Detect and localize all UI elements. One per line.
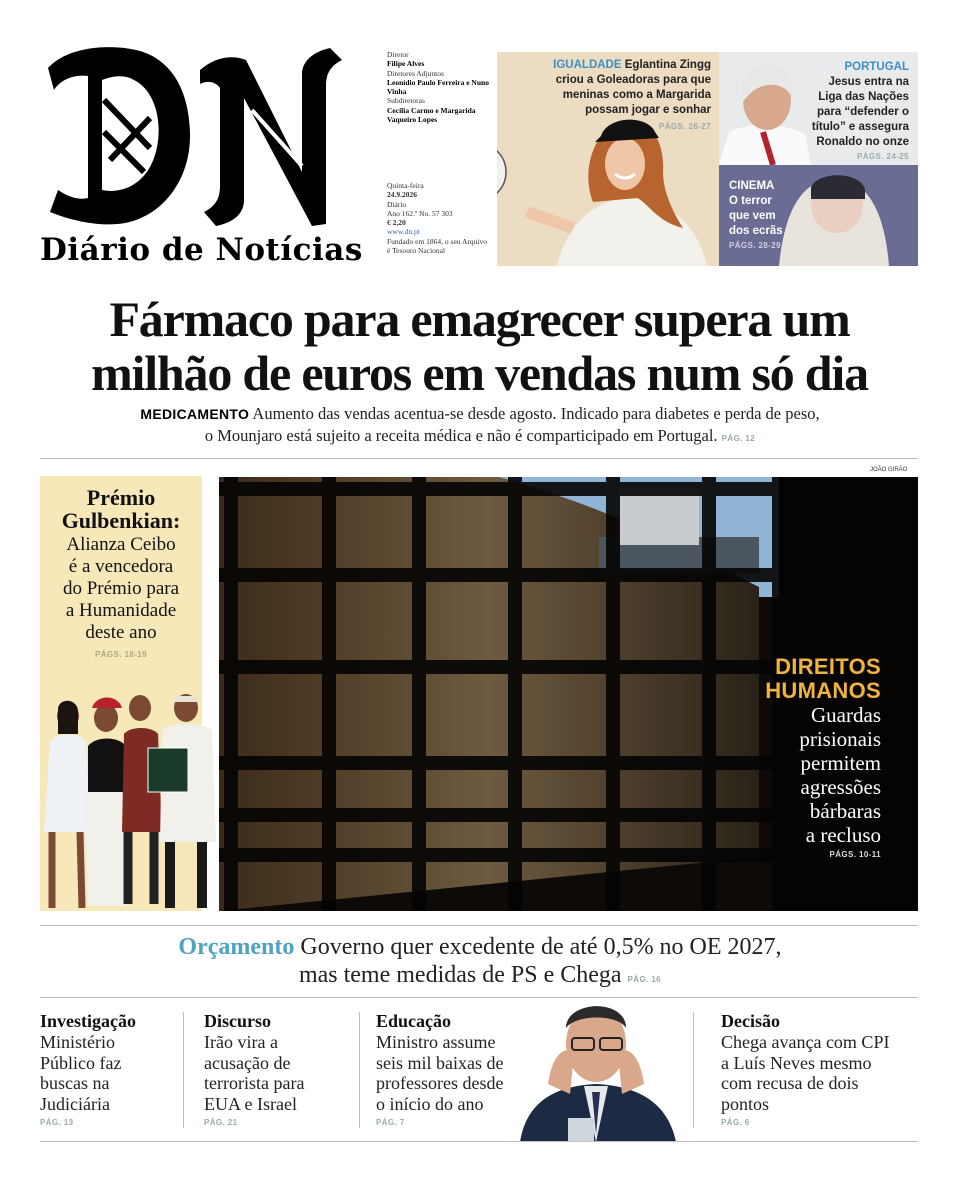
divider: [40, 925, 918, 926]
teaser-cinema[interactable]: [719, 165, 918, 266]
feature-line: prisionais: [799, 727, 881, 751]
teaser-body: Jesus entra na Liga das Nações para “defender o título” e assegura Ronaldo no onze: [811, 76, 909, 148]
column-rule: [359, 1012, 360, 1128]
issue-frequency: Diário: [387, 199, 407, 209]
brief-pages: PÁG. 7: [376, 1118, 405, 1127]
brief-line: Judiciária: [40, 1093, 110, 1114]
brief-line: Ministério: [40, 1032, 115, 1052]
lead-headline-line-1: Fármaco para emagrecer supera um: [109, 291, 850, 347]
teaser-cinema-text: [729, 179, 809, 250]
lead-headline[interactable]: [20, 292, 939, 400]
gulbenkian-line: Alianza Ceibo: [66, 534, 176, 555]
brief-line: buscas na: [40, 1073, 110, 1093]
masthead-name: Diário de Notícias: [40, 232, 363, 268]
brief-kicker: Investigação: [40, 1011, 136, 1031]
gulbenkian-title-1: Prémio: [86, 485, 156, 510]
lead-text-2: o Mounjaro está sujeito a receita médica e não é comparticipado em Portugal.: [204, 426, 718, 445]
feature-pages: PÁGS. 10-11: [829, 850, 881, 859]
feature-line: agressões: [800, 775, 881, 799]
gulbenkian-line: é a vencedora: [68, 556, 174, 577]
minister-photo: [512, 994, 682, 1142]
brief-line: acusação de: [204, 1052, 291, 1073]
issue-number: Ano 162.º No. 57 303: [387, 208, 453, 218]
staff-role: Diretor: [387, 50, 409, 59]
issue-weekday: Quinta-feira: [387, 181, 424, 190]
feature-kicker-1: DIREITOS: [775, 654, 881, 679]
brief-kicker: Discurso: [204, 1011, 271, 1031]
football-icon: [497, 140, 509, 204]
brief-line: a Luís Neves mesmo: [721, 1052, 872, 1073]
gulbenkian-line: a Humanidade: [65, 600, 177, 621]
staff-role: Subdiretoras: [387, 96, 425, 106]
dn-logo: [40, 40, 350, 230]
brief-kicker: Educação: [376, 1011, 452, 1031]
teaser-pages: PÁGS. 26-27: [659, 122, 711, 131]
lead-kicker: MEDICAMENTO: [140, 406, 250, 422]
lead-pages: PÁG. 12: [721, 434, 756, 443]
feature-text: [759, 655, 881, 859]
brief-line: Irão vira a: [204, 1032, 278, 1052]
teaser-kicker: IGUALDADE: [553, 59, 622, 71]
orcamento-text-2: mas teme medidas de PS e Chega: [298, 962, 622, 988]
staff-box: [387, 50, 492, 124]
gulbenkian-line: do Prémio para: [62, 578, 180, 599]
feature-box[interactable]: [219, 477, 918, 911]
feature-line: Guardas: [811, 703, 881, 727]
teaser-igualdade-text: [527, 58, 711, 131]
brief-educacao[interactable]: [376, 1011, 526, 1127]
column-rule: [183, 1012, 184, 1128]
brief-line: EUA e Israel: [204, 1093, 297, 1114]
feature-line: a recluso: [805, 823, 881, 847]
gulbenkian-title-2: Gulbenkian:: [61, 508, 181, 533]
winners-photo: [30, 682, 220, 918]
brief-line: Ministro assume: [376, 1032, 496, 1052]
brief-line: Chega avança com CPI: [721, 1032, 890, 1052]
photo-credit: JOÃO GIRÃO: [870, 467, 908, 473]
teaser-kicker: CINEMA: [729, 180, 775, 192]
gulbenkian-line: deste ano: [85, 622, 157, 643]
issue-founded: Fundado em 1864, o seu Arquivo é Tesouro Nacional: [387, 236, 487, 256]
brief-line: Público faz: [40, 1052, 122, 1073]
brief-discurso[interactable]: [204, 1011, 349, 1127]
brief-pages: PÁG. 13: [40, 1118, 74, 1127]
gulbenkian-pages: PÁGS. 18-19: [95, 650, 147, 659]
divider: [40, 458, 918, 459]
feature-line: permitem: [800, 751, 881, 775]
teaser-portugal-text: [811, 60, 909, 161]
teaser-igualdade[interactable]: [497, 52, 719, 266]
divider: [40, 1141, 918, 1142]
column-rule: [693, 1012, 694, 1128]
brief-line: professores desde: [376, 1073, 504, 1093]
staff-names: Filipe Alves: [387, 59, 425, 69]
lead-headline-line-2: milhão de euros em vendas num só dia: [91, 345, 868, 401]
brief-line: com recusa de dois: [721, 1073, 859, 1093]
brief-line: pontos: [721, 1093, 770, 1114]
lead-standfirst: [30, 403, 930, 449]
brief-pages: PÁG. 21: [204, 1118, 238, 1127]
brief-line: o início do ano: [376, 1093, 484, 1114]
issue-date: 24.9.2026: [387, 190, 417, 200]
teaser-body: O terror que vem dos ecrãs: [729, 195, 783, 237]
brief-line: seis mil baixas de: [376, 1052, 504, 1073]
issue-url[interactable]: www.dn.pt: [387, 227, 420, 237]
orcamento-story[interactable]: [30, 933, 930, 994]
divider: [40, 997, 918, 998]
staff-role: Diretores Adjuntos: [387, 68, 444, 78]
teaser-pages: PÁGS. 24-25: [857, 152, 909, 161]
orcamento-kicker: Orçamento: [178, 934, 295, 960]
feature-kicker-2: HUMANOS: [765, 678, 881, 703]
brief-investigacao[interactable]: [40, 1011, 175, 1127]
staff-names: Cecília Carmo e Margarida Vaqueiro Lopes: [387, 105, 476, 125]
issue-info: [387, 181, 492, 255]
brief-line: terrorista para: [204, 1073, 305, 1093]
teaser-body: Eglantina Zingg criou a Goleadoras para que meninas como a Margarida possam jogar e sonhar: [555, 59, 711, 116]
staff-names: Leonídio Paulo Ferreira e Nuno Vinha: [387, 77, 489, 97]
issue-price: € 2,20: [387, 218, 406, 228]
brief-pages: PÁG. 6: [721, 1118, 750, 1127]
orcamento-pages: PÁG. 16: [627, 975, 662, 984]
brief-kicker: Decisão: [721, 1011, 780, 1031]
teaser-portugal[interactable]: [719, 52, 918, 165]
feature-line: bárbaras: [809, 799, 881, 823]
lead-text-1: Aumento das vendas acentua-se desde agosto. Indicado para diabetes e perda de peso,: [252, 404, 820, 423]
teaser-pages: PÁGS. 28-29: [729, 241, 781, 250]
teaser-kicker: PORTUGAL: [844, 61, 909, 73]
orcamento-text-1: Governo quer excedente de até 0,5% no OE 2027,: [300, 934, 782, 960]
brief-decisao[interactable]: [721, 1011, 916, 1127]
